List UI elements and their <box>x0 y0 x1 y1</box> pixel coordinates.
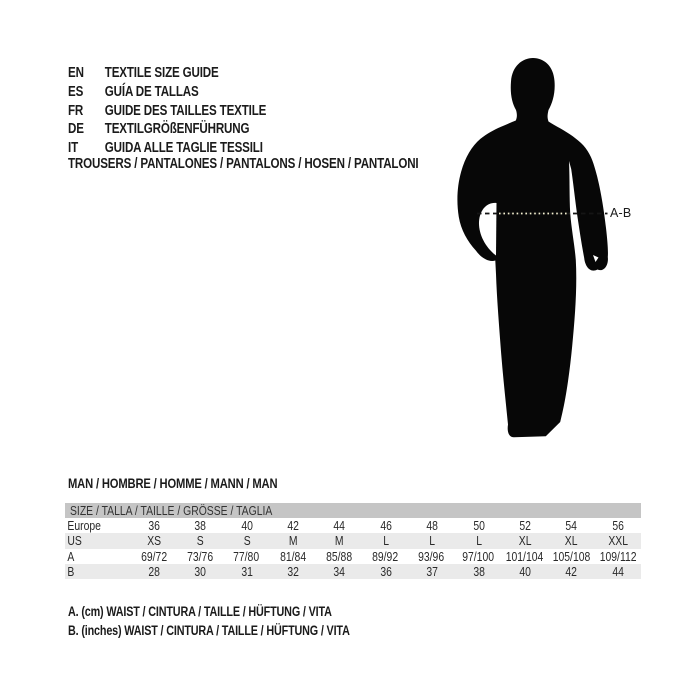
size-value-cell: M <box>335 533 344 549</box>
size-value-cell: 81/84 <box>279 548 306 564</box>
language-row <box>68 139 266 158</box>
row-label: B <box>67 563 75 579</box>
size-value-cell: 46 <box>380 518 392 533</box>
size-value-cell: L <box>475 533 482 549</box>
size-value-cell: 44 <box>611 563 624 579</box>
note-line: A. (cm) WAIST / CINTURA / TAILLE / HÜFTUNG / VITA <box>68 604 332 619</box>
size-value-cell: 85/88 <box>325 548 352 564</box>
language-row <box>68 101 266 120</box>
table-section-title: MAN / HOMBRE / HOMME / MANN / MAN <box>68 475 278 491</box>
size-value-cell: 54 <box>565 518 578 533</box>
size-value-cell: L <box>429 533 436 549</box>
language-label: TEXTILE SIZE GUIDE <box>104 65 219 82</box>
size-value-cell: 36 <box>148 518 160 533</box>
size-value-cell: 28 <box>148 563 160 579</box>
language-label: GUIDE DES TAILLES TEXTILE <box>104 102 267 119</box>
garment-title: TROUSERS / PANTALONES / PANTALONS / HOSEN / PANTALONI <box>68 156 419 172</box>
size-value-cell: 69/72 <box>141 548 168 564</box>
size-value-cell: 36 <box>380 563 392 579</box>
size-table-header-label: SIZE / TALLA / TAILLE / GRÖSSE / TAGLIA <box>70 503 273 518</box>
size-value-cell: 42 <box>565 563 578 579</box>
size-table <box>65 503 641 579</box>
size-table-body <box>65 518 641 579</box>
measure-label: A-B <box>610 206 632 220</box>
language-row <box>68 64 266 83</box>
size-table-row <box>65 518 641 533</box>
size-table-row <box>65 564 641 579</box>
man-silhouette <box>430 50 660 470</box>
silhouette-body <box>457 58 608 437</box>
size-value-cell: 77/80 <box>233 548 260 564</box>
size-value-cell: XL <box>565 533 578 549</box>
language-row <box>68 83 266 102</box>
size-value-cell: 89/92 <box>372 548 399 564</box>
size-table-header <box>65 503 641 518</box>
size-value-cell: M <box>288 533 298 549</box>
language-code: EN <box>68 65 84 82</box>
language-code: ES <box>68 84 84 101</box>
size-value-cell: 40 <box>241 518 253 533</box>
size-value-cell: 34 <box>333 563 346 579</box>
size-value-cell: L <box>383 533 389 549</box>
size-value-cell: 93/96 <box>418 548 445 564</box>
size-value-cell: 105/108 <box>552 548 591 564</box>
size-value-cell: 31 <box>241 563 253 579</box>
size-value-cell: XL <box>518 533 532 549</box>
size-value-cell: 38 <box>194 518 207 533</box>
size-value-cell: XS <box>147 533 162 549</box>
language-label: GUIDA ALLE TAGLIE TESSILI <box>104 140 263 157</box>
language-code: DE <box>68 121 84 138</box>
size-value-cell: 44 <box>333 518 346 533</box>
size-value-cell: 42 <box>287 518 300 533</box>
language-row <box>68 120 266 139</box>
size-value-cell: 101/104 <box>505 548 544 564</box>
language-code: IT <box>68 140 78 157</box>
size-value-cell: 40 <box>519 563 531 579</box>
size-value-cell: 97/100 <box>461 548 494 564</box>
row-label: A <box>67 548 75 564</box>
size-value-cell: S <box>197 533 205 549</box>
language-code: FR <box>68 102 84 119</box>
size-table-row <box>65 533 641 548</box>
note-line: B. (inches) WAIST / CINTURA / TAILLE / HÜFTUNG / VITA <box>68 622 350 638</box>
size-value-cell: 48 <box>426 518 439 533</box>
measurement-notes <box>68 603 350 640</box>
size-value-cell: 50 <box>472 518 485 533</box>
size-table-row <box>65 549 641 564</box>
size-value-cell: 32 <box>287 563 300 579</box>
size-value-cell: 38 <box>472 563 485 579</box>
size-value-cell: 109/112 <box>599 548 637 564</box>
language-label: TEXTILGRÖßENFÜHRUNG <box>104 121 250 138</box>
size-value-cell: XXL <box>607 533 628 549</box>
size-value-cell: 30 <box>194 563 207 579</box>
row-label: Europe <box>67 518 101 533</box>
size-value-cell: 52 <box>519 518 531 533</box>
language-list <box>68 64 266 157</box>
row-label: US <box>67 533 82 549</box>
language-label: GUÍA DE TALLAS <box>104 84 199 101</box>
size-value-cell: 56 <box>611 518 624 533</box>
size-value-cell: S <box>243 533 251 549</box>
size-value-cell: 37 <box>426 563 439 579</box>
size-value-cell: 73/76 <box>187 548 214 564</box>
